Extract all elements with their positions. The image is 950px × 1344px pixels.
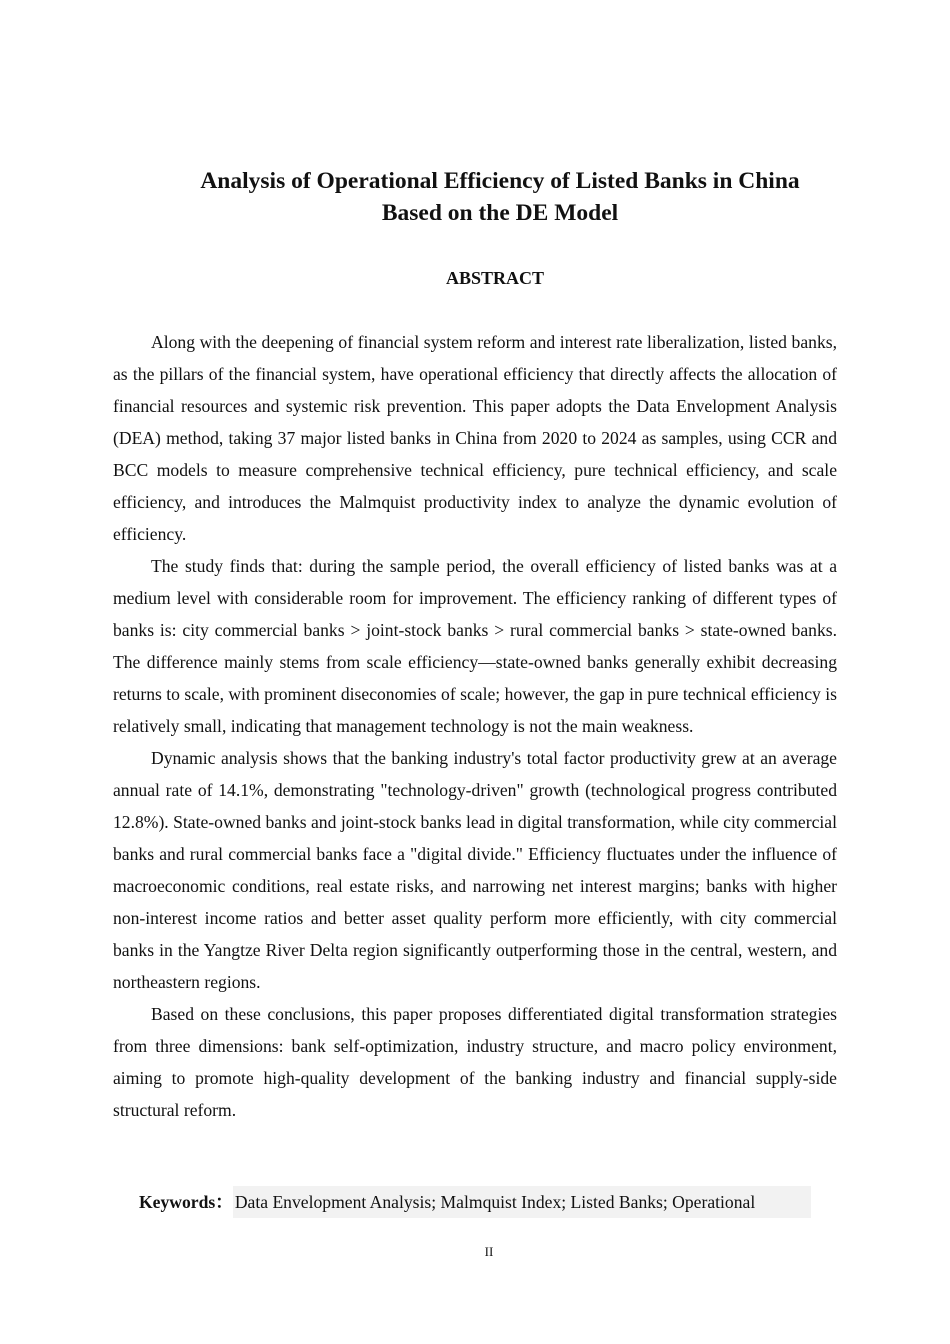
abstract-paragraph-3: Dynamic analysis shows that the banking industry's total factor productivity grew at an average annual rate of 14.1%, demonstrating "technology-driven" growth (technological progress contributed 12.8%). State-owned banks and joint-stock banks lead in digital transformation, while city commercial banks and rural commercial banks face a "digital divide." Efficiency fluctuates under the influence of macroeconomic conditions, real estate risks, and narrowing net interest margins; banks with higher non-interest income ratios and better asset quality perform more efficiently, with city commercial banks in the Yangtze River Delta region significantly outperforming those in the central, western, and northeastern regions. xyxy=(113,748,837,992)
page-number: II xyxy=(484,1244,494,1259)
abstract-paragraph-1: Along with the deepening of financial system reform and interest rate liberalization, listed banks, as the pillars of the financial system, have operational efficiency that directly affects the allocation of financial resources and systemic risk prevention. This paper adopts the Data Envelopment Analysis (DEA) method, taking 37 major listed banks in China from 2020 to 2024 as samples, using CCR and BCC models to measure comprehensive technical efficiency, pure technical efficiency, and scale efficiency, and introduces the Malmquist productivity index to analyze the dynamic evolution of efficiency. xyxy=(113,332,837,544)
abstract-heading: ABSTRACT xyxy=(445,268,545,288)
keywords-text: Data Envelopment Analysis; Malmquist Index; Listed Banks; Operational xyxy=(233,1186,811,1218)
document-title xyxy=(110,165,890,229)
keywords-line xyxy=(139,1186,819,1218)
title-line-2: Based on the DE Model xyxy=(381,200,619,226)
abstract-paragraph-2: The study finds that: during the sample period, the overall efficiency of listed banks was at a medium level with considerable room for improvement. The efficiency ranking of different types of banks is: city commercial banks > joint-stock banks > rural commercial banks > state-owned banks. The difference mainly stems from scale efficiency—state-owned banks generally exhibit decreasing returns to scale, with prominent diseconomies of scale; however, the gap in pure technical efficiency is relatively small, indicating that management technology is not the main weakness. xyxy=(113,556,837,736)
abstract-body xyxy=(113,326,837,1126)
title-line-1: Analysis of Operational Efficiency of Listed Banks in China xyxy=(200,168,800,194)
keywords-label: Keywords： xyxy=(139,1192,233,1212)
abstract-paragraph-4: Based on these conclusions, this paper proposes differentiated digital transformation strategies from three dimensions: bank self-optimization, industry structure, and macro policy environment, aiming to promote high-quality development of the banking industry and financial supply-side structural reform. xyxy=(113,1004,837,1120)
